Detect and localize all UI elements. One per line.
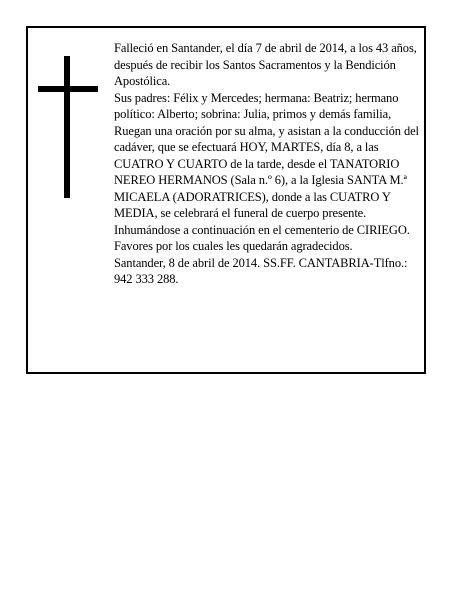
funeral-details: Ruegan una oración por su alma, y asistan a la conducción del cadáver, que se efectuará HOY, MARTES, día 8, a las CUATRO Y CUARTO de la tarde, desde el TANATORIO NEREO HERMANOS (Sala n.º 6), a la Iglesia SANTA M.ª MICAELA (ADORATRICES), donde a las CUATRO Y MEDIA, se celebrará el funeral de cuerpo presente. Inhumándose a continuación en el cementerio de CIRIEGO. Favores por los cuales les quedarán agradecidos. bbox=[114, 123, 419, 253]
obituary-text bbox=[114, 40, 424, 288]
death-announcement: Falleció en Santander, el día 7 de abril de 2014, a los 43 años, después de recibir los Santos Sacramentos y la Bendición Apostólica. bbox=[114, 41, 417, 88]
family-list: Sus padres: Félix y Mercedes; hermana: Beatriz; hermano político: Alberto; sobrina: Julia, primos y demás familia, bbox=[114, 90, 399, 121]
cross-vertical-bar bbox=[64, 56, 70, 198]
cross-icon bbox=[38, 56, 98, 198]
place-date-contact: Santander, 8 de abril de 2014. SS.FF. CANTABRIA-Tlfno.: 942 333 288. bbox=[114, 255, 408, 286]
obituary-notice bbox=[26, 26, 426, 374]
cross-horizontal-bar bbox=[38, 86, 98, 92]
